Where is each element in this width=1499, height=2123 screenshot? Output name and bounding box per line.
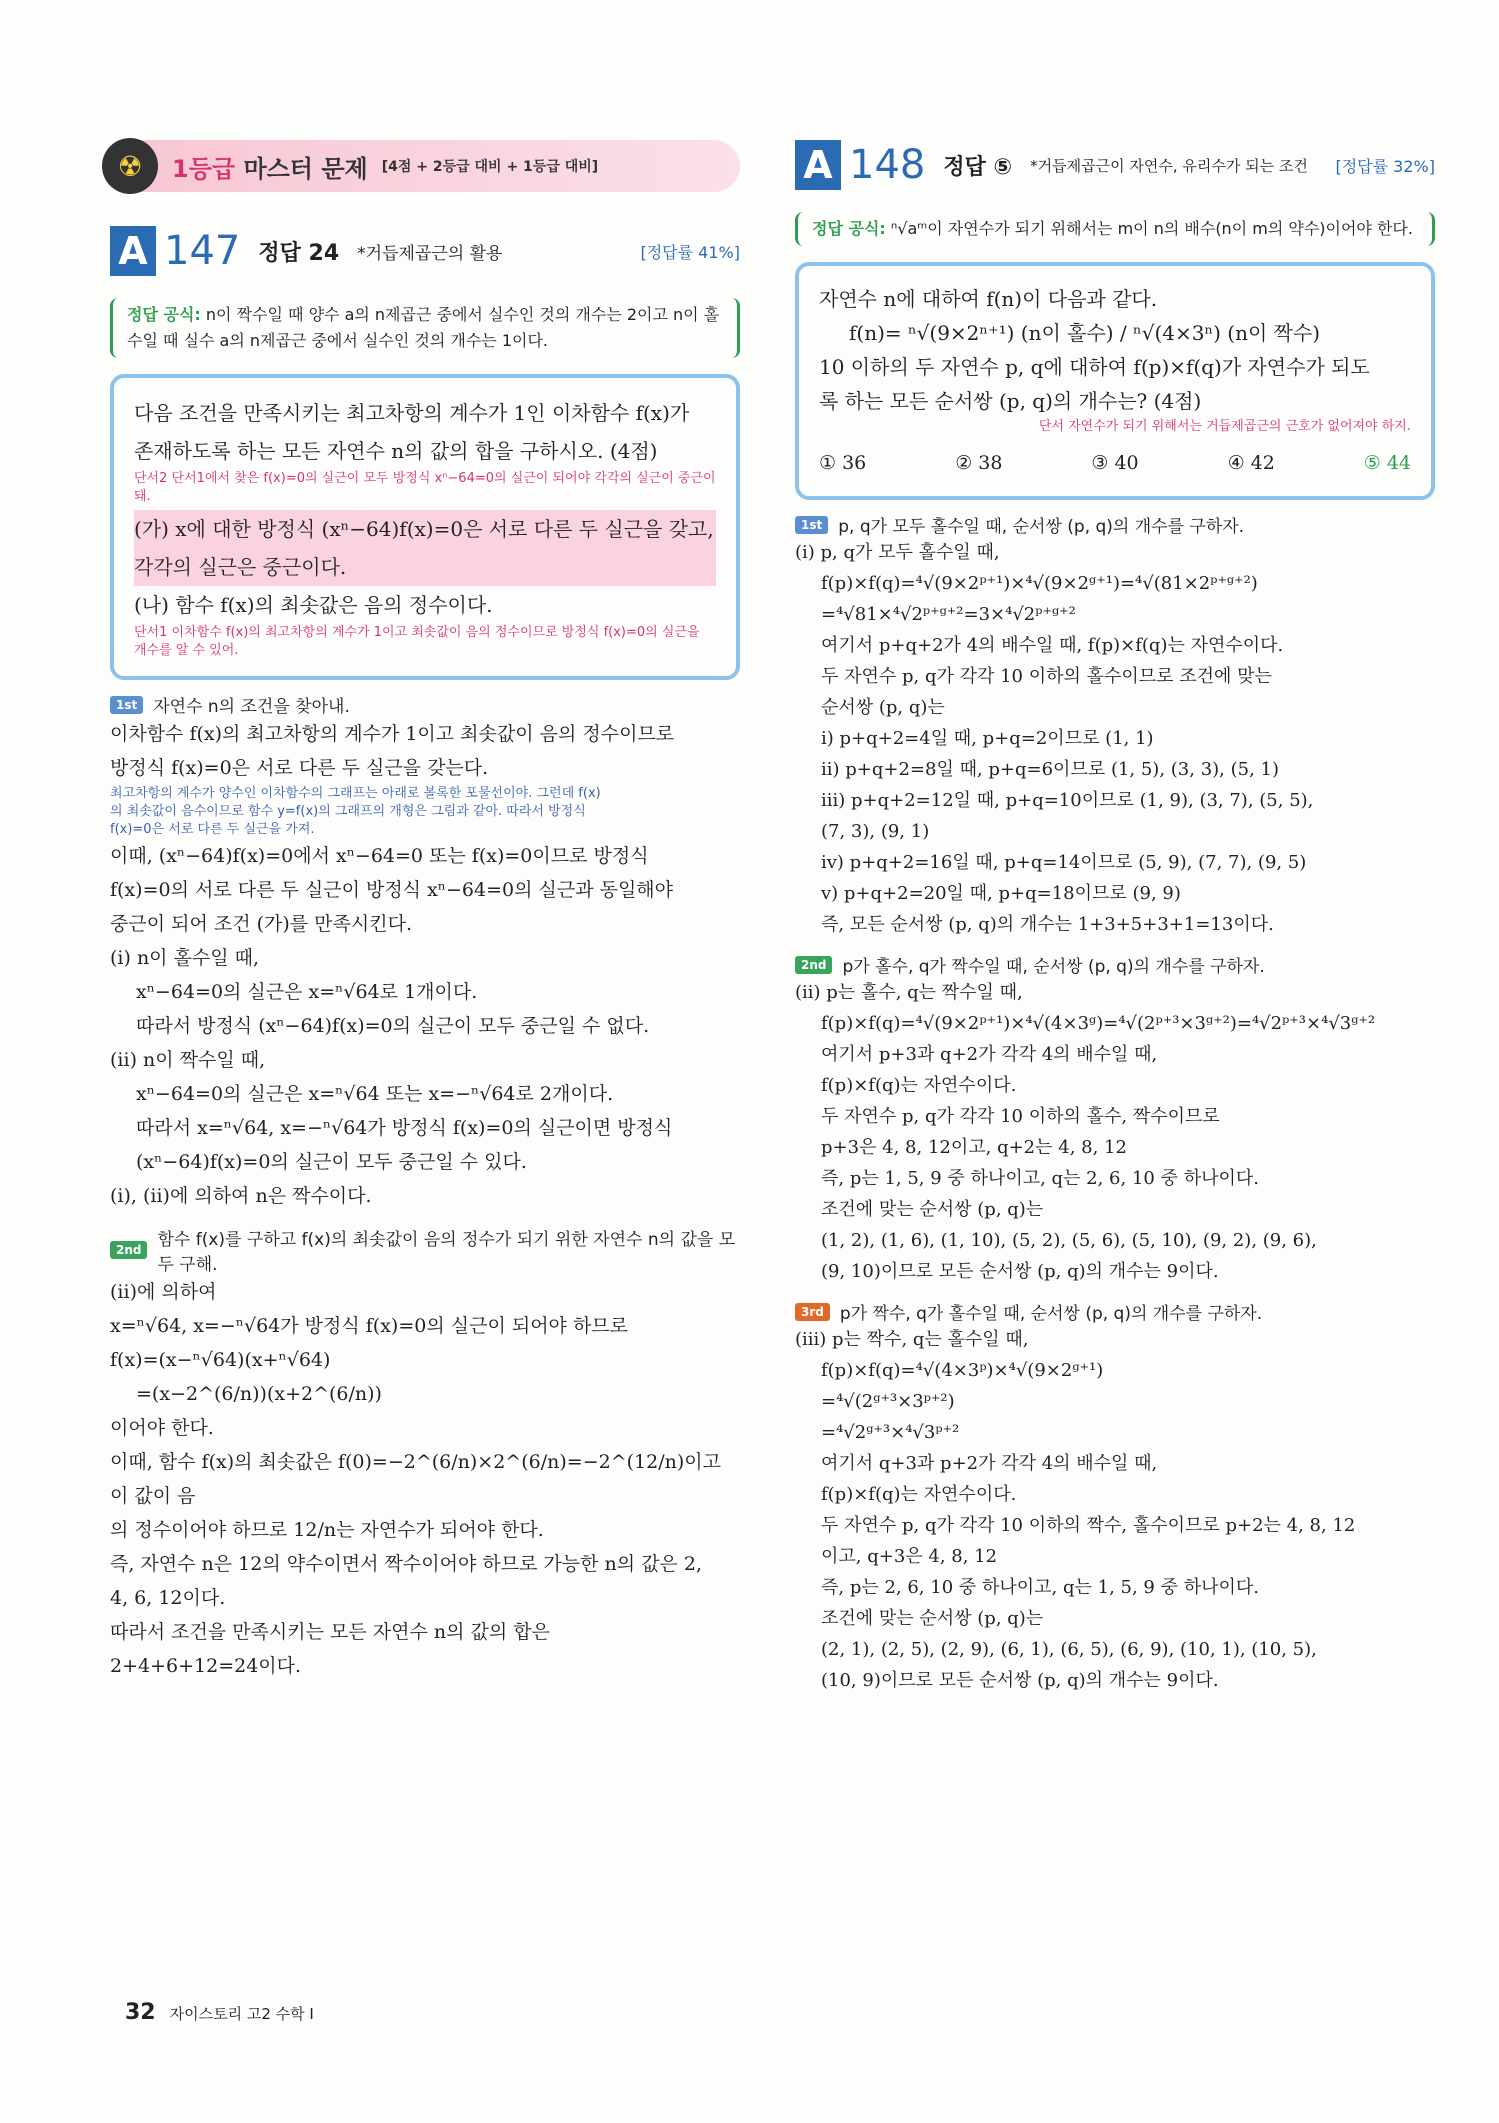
hint-note: 단서1 이차함수 f(x)의 최고차항의 계수가 1이고 최솟값이 음의 정수이므로 방정식 f(x)=0의 실근을 개수를 알 수 있어. — [134, 625, 700, 658]
solution-line: 조건에 맞는 순서쌍 (p, q)는 — [821, 1199, 1044, 1220]
solution-line: 이차함수 f(x)의 최고차항의 계수가 1이고 최솟값이 음의 정수이므로 — [110, 723, 675, 745]
question-line: 존재하도록 하는 모든 자연수 n의 값의 합을 구하시오. (4점) — [134, 439, 658, 463]
answer-options — [819, 446, 1411, 480]
solution-line: 즉, 모든 순서쌍 (p, q)의 개수는 1+3+5+3+1=13이다. — [821, 914, 1274, 935]
solution-line: 2+4+6+12=24이다. — [110, 1655, 302, 1677]
solution-line: (9, 10)이므로 모든 순서쌍 (p, q)의 개수는 9이다. — [821, 1261, 1219, 1282]
step-text: p가 짝수, q가 홀수일 때, 순서쌍 (p, q)의 개수를 구하자. — [839, 1304, 1263, 1324]
answer: 정답 ⑤ — [943, 154, 1013, 180]
solution-line: =⁴√2ᵍ⁺³×⁴√3ᵖ⁺² — [821, 1422, 960, 1443]
solution-line: 두 자연수 p, q가 각각 10 이하의 짝수, 홀수이므로 p+2는 4, 8, 12 — [821, 1515, 1356, 1536]
problem-147-header — [110, 226, 740, 276]
step-tag: 1st — [795, 516, 828, 534]
solution-line: 이고, q+3은 4, 8, 12 — [821, 1546, 998, 1567]
step-3 — [795, 1299, 1435, 1324]
question-line: 10 이하의 두 자연수 p, q에 대하여 f(p)×f(q)가 자연수가 되도 — [819, 355, 1370, 379]
condition-ga: (가) x에 대한 방정식 (xⁿ−64)f(x)=0은 서로 다른 두 실근을 갖고, 각각의 실근은 중근이다. — [134, 510, 716, 586]
solution-line: 두 자연수 p, q가 각각 10 이하의 홀수, 짝수이므로 — [821, 1106, 1220, 1127]
step-tag: 2nd — [795, 956, 832, 974]
solution-line: 4, 6, 12이다. — [110, 1587, 226, 1609]
solution-line: 두 자연수 p, q가 각각 10 이하의 홀수이므로 조건에 맞는 — [821, 666, 1272, 687]
banner-title: 마스터 문제 — [243, 154, 368, 183]
formula-label: 정답 공식: — [127, 305, 201, 324]
step-1 — [795, 512, 1435, 537]
solution-text — [110, 1275, 740, 1683]
solution-line: =⁴√(2ᵍ⁺³×3ᵖ⁺²) — [821, 1391, 955, 1412]
solution-line: f(p)×f(q)는 자연수이다. — [821, 1075, 1017, 1096]
step-tag: 1st — [110, 696, 143, 714]
solution-line: v) p+q+2=20일 때, p+q=18이므로 (9, 9) — [821, 883, 1181, 904]
solution-line: iii) p+q+2=12일 때, p+q=10이므로 (1, 9), (3, 7), (5, 5), — [821, 790, 1314, 811]
solution-line: f(p)×f(q)=⁴√(9×2ᵖ⁺¹)×⁴√(4×3ᵍ)=⁴√(2ᵖ⁺³×3ᵍ⁺²)=⁴√2ᵖ⁺³×⁴√3ᵍ⁺² — [821, 1013, 1376, 1034]
solution-text — [795, 1324, 1435, 1696]
condition-na: (나) 함수 f(x)의 최솟값은 음의 정수이다. — [134, 593, 493, 617]
banner-level: 1등급 — [172, 154, 236, 183]
step-2 — [795, 952, 1435, 977]
bomb-icon: ☢ — [102, 138, 158, 194]
solution-line: 여기서 p+3과 q+2가 각각 4의 배수일 때, — [821, 1044, 1158, 1065]
solution-line: 즉, p는 1, 5, 9 중 하나이고, q는 2, 6, 10 중 하나이다. — [821, 1168, 1259, 1189]
solution-line: f(p)×f(q)=⁴√(4×3ᵖ)×⁴√(9×2ᵍ⁺¹) — [821, 1360, 1104, 1381]
solution-line: 여기서 p+q+2가 4의 배수일 때, f(p)×f(q)는 자연수이다. — [821, 635, 1284, 656]
grade-badge: A — [110, 226, 156, 276]
left-column — [110, 140, 740, 1683]
step-tag: 2nd — [110, 1241, 147, 1259]
level-banner — [110, 140, 740, 192]
page-footer — [125, 2000, 314, 2025]
option-3[interactable]: ③ 40 — [1091, 452, 1139, 474]
solution-line: iv) p+q+2=16일 때, p+q=14이므로 (5, 9), (7, 7), (9, 5) — [821, 852, 1307, 873]
step-text: p, q가 모두 홀수일 때, 순서쌍 (p, q)의 개수를 구하자. — [838, 517, 1245, 537]
problem-number: 147 — [164, 228, 241, 274]
solution-line: (ii) n이 짝수일 때, — [110, 1049, 266, 1071]
formula-text: n이 짝수일 때 양수 a의 n제곱근 중에서 실수인 것의 개수는 2이고 n이 홀수일 때 실수 a의 n제곱근 중에서 실수인 것의 개수는 1이다. — [127, 305, 720, 350]
solution-line: x=ⁿ√64, x=−ⁿ√64가 방정식 f(x)=0의 실근이 되어야 하므로 — [110, 1315, 629, 1337]
solution-line: xⁿ−64=0의 실근은 x=ⁿ√64 또는 x=−ⁿ√64로 2개이다. — [136, 1083, 614, 1105]
banner-sub: [4점 + 2등급 대비 + 1등급 대비] — [381, 159, 599, 175]
page-number: 32 — [125, 2000, 156, 2025]
solution-line: p+3은 4, 8, 12이고, q+2는 4, 8, 12 — [821, 1137, 1127, 1158]
problem-number: 148 — [849, 142, 926, 188]
solution-text — [795, 977, 1435, 1287]
solution-line: (7, 3), (9, 1) — [821, 821, 930, 842]
formula-text: ⁿ√aᵐ이 자연수가 되기 위해서는 m이 n의 배수(n이 m의 약수)이어야 한다. — [890, 219, 1413, 238]
solution-line: (ii) p는 홀수, q는 짝수일 때, — [795, 982, 1023, 1003]
solution-line: (10, 9)이므로 모든 순서쌍 (p, q)의 개수는 9이다. — [821, 1670, 1219, 1691]
question-line: 자연수 n에 대하여 f(n)이 다음과 같다. — [819, 287, 1158, 311]
solution-line: f(x)=(x−ⁿ√64)(x+ⁿ√64) — [110, 1349, 331, 1371]
solution-line: ii) p+q+2=8일 때, p+q=6이므로 (1, 5), (3, 3), (5, 1) — [821, 759, 1280, 780]
answer-formula — [110, 298, 740, 358]
solution-line: (1, 2), (1, 6), (1, 10), (5, 2), (5, 6), (5, 10), (9, 2), (9, 6), — [821, 1230, 1317, 1251]
answer-formula — [795, 212, 1435, 246]
solution-line: (i) n이 홀수일 때, — [110, 947, 260, 969]
solution-line: 의 정수이어야 하므로 12/n는 자연수가 되어야 한다. — [110, 1519, 544, 1541]
solution-line: 이때, (xⁿ−64)f(x)=0에서 xⁿ−64=0 또는 f(x)=0이므로 방정식 — [110, 845, 649, 867]
solution-line: f(x)=0의 서로 다른 두 실근이 방정식 xⁿ−64=0의 실근과 동일해야 — [110, 879, 674, 901]
solution-line: 조건에 맞는 순서쌍 (p, q)는 — [821, 1608, 1044, 1629]
formula-label: 정답 공식: — [812, 219, 886, 238]
solution-line: (iii) p는 짝수, q는 홀수일 때, — [795, 1329, 1029, 1350]
grade-badge: A — [795, 140, 841, 190]
solution-line: 여기서 q+3과 p+2가 각각 4의 배수일 때, — [821, 1453, 1158, 1474]
side-note: 최고차항의 계수가 양수인 이차함수의 그래프는 아래로 볼록한 포물선이야. 그런데 f(x)의 최솟값이 음수이므로 함수 y=f(x)의 그래프의 개형은 그림과 같아. 따라서 방정식 f(x)=0은 서로 다른 두 실근을 가져. — [110, 786, 601, 837]
step-2 — [110, 1225, 740, 1275]
solution-line: 순서쌍 (p, q)는 — [821, 697, 945, 718]
solution-text — [795, 537, 1435, 940]
accuracy-rate: [정답률 32%] — [1335, 156, 1435, 176]
hint-note: 단서 자연수가 되기 위해서는 거듭제곱근의 근호가 없어져야 하지. — [1038, 419, 1411, 434]
question-line: 다음 조건을 만족시키는 최고차항의 계수가 1인 이차함수 f(x)가 — [134, 401, 690, 425]
topic: *거듭제곱근의 활용 — [357, 243, 503, 264]
solution-line: (ii)에 의하여 — [110, 1281, 217, 1303]
question-line: 록 하는 모든 순서쌍 (p, q)의 개수는? (4점) — [819, 389, 1202, 413]
option-4[interactable]: ④ 42 — [1227, 452, 1275, 474]
solution-line: 중근이 되어 조건 (가)를 만족시킨다. — [110, 913, 412, 935]
solution-line: 따라서 조건을 만족시키는 모든 자연수 n의 값의 합은 — [110, 1621, 550, 1643]
step-1 — [110, 692, 740, 717]
answer: 정답 24 — [258, 240, 340, 266]
solution-line: 방정식 f(x)=0은 서로 다른 두 실근을 갖는다. — [110, 757, 489, 779]
option-2[interactable]: ② 38 — [955, 452, 1003, 474]
solution-line: f(p)×f(q)=⁴√(9×2ᵖ⁺¹)×⁴√(9×2ᵍ⁺¹)=⁴√(81×2ᵖ⁺ᵍ⁺²) — [821, 573, 1258, 594]
solution-line: 따라서 방정식 (xⁿ−64)f(x)=0의 실근이 모두 중근일 수 없다. — [136, 1015, 650, 1037]
question-box — [110, 374, 740, 680]
solution-line: xⁿ−64=0의 실근은 x=ⁿ√64로 1개이다. — [136, 981, 478, 1003]
problem-148-header — [795, 140, 1435, 190]
step-tag: 3rd — [795, 1303, 830, 1321]
solution-line: (i) p, q가 모두 홀수일 때, — [795, 542, 1000, 563]
step-text: 함수 f(x)를 구하고 f(x)의 최솟값이 음의 정수가 되기 위한 자연수 n의 값을 모두 구해. — [157, 1230, 736, 1275]
option-5[interactable]: ⑤ 44 — [1363, 452, 1411, 474]
option-1[interactable]: ① 36 — [819, 452, 867, 474]
solution-line: 이때, 함수 f(x)의 최솟값은 f(0)=−2^(6/n)×2^(6/n)=−2^(12/n)이고 이 값이 음 — [110, 1451, 721, 1507]
solution-line: (xⁿ−64)f(x)=0의 실근이 모두 중근일 수 있다. — [136, 1151, 527, 1173]
solution-line: 따라서 x=ⁿ√64, x=−ⁿ√64가 방정식 f(x)=0의 실근이면 방정식 — [136, 1117, 673, 1139]
accuracy-rate: [정답률 41%] — [640, 242, 740, 262]
right-column — [795, 140, 1435, 1696]
solution-line: =⁴√81×⁴√2ᵖ⁺ᵍ⁺²=3×⁴√2ᵖ⁺ᵍ⁺² — [821, 604, 1076, 625]
solution-line: 이어야 한다. — [110, 1417, 214, 1439]
question-box — [795, 262, 1435, 500]
hint-note: 단서2 단서1에서 찾은 f(x)=0의 실근이 모두 방정식 xⁿ−64=0의 실근이 되어야 각각의 실근이 중근이 돼. — [134, 471, 716, 504]
step-text: 자연수 n의 조건을 찾아내. — [153, 697, 350, 717]
solution-text — [110, 717, 740, 1213]
step-text: p가 홀수, q가 짝수일 때, 순서쌍 (p, q)의 개수를 구하자. — [842, 957, 1265, 977]
solution-line: 즉, p는 2, 6, 10 중 하나이고, q는 1, 5, 9 중 하나이다. — [821, 1577, 1259, 1598]
question-line: f(n)= ⁿ√(9×2ⁿ⁺¹) (n이 홀수) / ⁿ√(4×3ⁿ) (n이 짝수) — [849, 321, 1321, 345]
solution-line: i) p+q+2=4일 때, p+q=2이므로 (1, 1) — [821, 728, 1154, 749]
book-title: 자이스토리 고2 수학 I — [169, 2005, 314, 2023]
solution-line: =(x−2^(6/n))(x+2^(6/n)) — [136, 1383, 382, 1405]
topic: *거듭제곱근이 자연수, 유리수가 되는 조건 — [1030, 156, 1308, 175]
solution-line: f(p)×f(q)는 자연수이다. — [821, 1484, 1017, 1505]
solution-line: (2, 1), (2, 5), (2, 9), (6, 1), (6, 5), (6, 9), (10, 1), (10, 5), — [821, 1639, 1317, 1660]
solution-line: 즉, 자연수 n은 12의 약수이면서 짝수이어야 하므로 가능한 n의 값은 2, — [110, 1553, 703, 1575]
solution-line: (i), (ii)에 의하여 n은 짝수이다. — [110, 1185, 372, 1207]
